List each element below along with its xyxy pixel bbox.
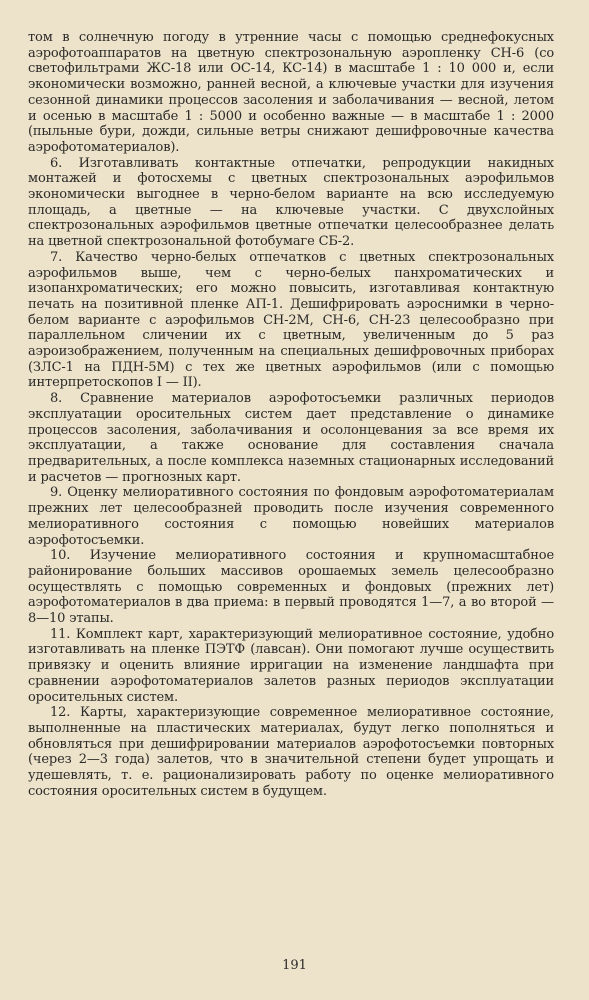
paragraph-7: 7. Качество черно-белых отпечатков с цветных спектрозональных аэрофильмов выше, чем с черно-белых панхроматических и изопанхроматических; его можно повысить, изготавливая контактную печать на позитивной пленке АП-1. Дешифрировать аэроснимки в черно-белом варианте с аэрофильмов СН-2М, СН-6, СН-23 целесообразно при параллельном сличении их с цветным, увеличенным до 5 раз аэроизображением, полученным на специальных дешифровочных приборах (ЗЛС-1 на ПДН-5М) с тех же цветных аэрофильмов (или с помощью интерпретоскопов I — II). — [28, 249, 554, 391]
paragraph-11: 11. Комплект карт, характеризующий мелиоративное состояние, удобно изготавливать на пленке ПЭТФ (лавсан). Они помогают лучше осуществить привязку и оценить влияние ирригации на изменение ландшафта при сравнении аэрофотоматериалов залетов разных периодов эксплуатации оросительных систем. — [28, 626, 554, 705]
text-block — [28, 30, 554, 799]
paragraph-6: 6. Изготавливать контактные отпечатки, репродукции накидных монтажей и фотосхемы с цветных спектрозональных аэрофильмов экономически выгоднее в черно-белом варианте на всю исследуемую площадь, а цветные — на ключевые участки. С двухслойных спектрозональных аэрофильмов цветные отпечатки целесообразнее делать на цветной спектрозональной фотобумаге СБ-2. — [28, 155, 554, 250]
paragraph-10: 10. Изучение мелиоративного состояния и крупномасштабное районирование больших массивов орошаемых земель целесообразно осуществлять с помощью современных и фондовых (прежних лет) аэрофотоматериалов в два приема: в первый проводятся 1—7, а во второй — 8—10 этапы. — [28, 548, 554, 627]
paragraph-continuation: том в солнечную погоду в утренние часы с помощью среднефокусных аэрофотоаппаратов на цветную спектрозональную аэропленку СН-6 (со светофильтрами ЖС-18 или ОС-14, КС-14) в масштабе 1 : 10 000 и, если экономически возможно, ранней весной, а ключевые участки для изучения сезонной динамики процессов засоления и заболачивания — весной, летом и осенью в масштабе 1 : 5000 и особенно важные — в масштабе 1 : 2000 (пыльные бури, дожди, сильные ветры снижают дешифровочные качества аэрофотоматериалов). — [28, 30, 554, 155]
page-number: 191 — [282, 958, 307, 973]
paragraph-9: 9. Оценку мелиоративного состояния по фондовым аэрофотоматериалам прежних лет целесообразней проводить после изучения современного мелиоративного состояния с помощью новейших материалов аэрофотосъемки. — [28, 485, 554, 548]
page-body — [28, 30, 554, 960]
paragraph-8: 8. Сравнение материалов аэрофотосъемки различных периодов эксплуатации оросительных систем дает представление о динамике процессов засоления, заболачивания и осолонцевания за все время их эксплуатации, а также основание для составления сначала предварительных, а после комплекса наземных стационарных исследований и расчетов — прогнозных карт. — [28, 391, 554, 485]
paragraph-12: 12. Карты, характеризующие современное мелиоративное состояние, выполненные на пластических материалах, будут легко пополняться и обновляться при дешифрировании материалов аэрофотосъемки повторных (через 2—3 года) залетов, что в значительной степени будет упрощать и удешевлять, т. е. рационализировать работу по оценке мелиоративного состояния оросительных систем в будущем. — [28, 705, 554, 799]
